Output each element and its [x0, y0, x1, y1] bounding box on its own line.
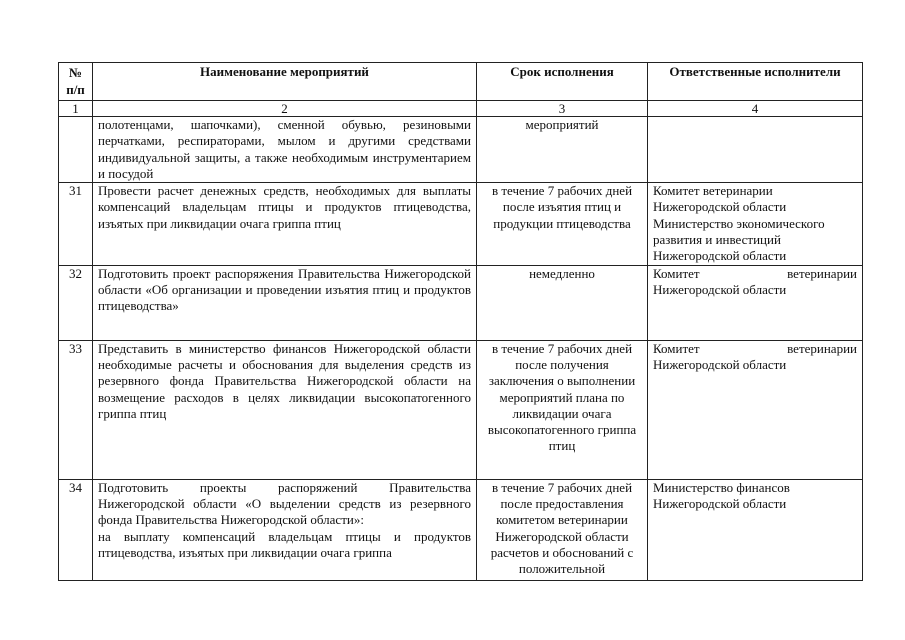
responsible-word: ветеринарии: [787, 265, 857, 281]
responsible-line: Нижегородской области: [653, 199, 787, 215]
row-name: Представить в министерство финансов Нижегородской области необходимые расчеты и обоснования для выделения средств из резервного фонда Правительства Нижегородской области на возмещение расходов в целях ликвидации высокопатогенного гриппа птиц: [93, 340, 477, 479]
column-index: 2: [93, 101, 477, 117]
responsible-word: ветеринарии: [787, 340, 857, 356]
table-row: [59, 340, 863, 479]
table-row: [59, 479, 863, 580]
responsible-line: Нижегородской области: [653, 495, 787, 511]
responsible-line: [653, 266, 857, 282]
row-deadline: мероприятий: [477, 117, 648, 183]
responsible-line: Нижегородской области: [653, 356, 787, 372]
row-responsible: [648, 183, 863, 265]
responsible-word: Комитет: [653, 340, 700, 356]
responsible-line: Нижегородской области: [653, 281, 787, 297]
row-number: [59, 117, 93, 183]
responsible-line: Министерство экономического развития и инвестиций: [653, 215, 825, 248]
row-responsible: [648, 479, 863, 580]
responsible-line: [653, 341, 857, 357]
header-number-line1: №: [68, 65, 83, 80]
header-deadline: Срок исполнения: [477, 63, 648, 101]
row-deadline: в течение 7 рабочих дней после получения заключения о выполнении мероприятий плана по ликвидации очага высокопатогенного гриппа птиц: [477, 340, 648, 479]
row-name-paragraph: на выплату компенсаций владельцам птицы и продуктов птицеводства, изъятых при ликвидации очага гриппа: [98, 528, 471, 560]
header-responsible: Ответственные исполнители: [648, 63, 863, 101]
header-number-line2: п/п: [66, 82, 85, 97]
row-deadline: в течение 7 рабочих дней после предоставления комитетом ветеринарии Нижегородской области расчетов и обоснований с положительной: [477, 479, 648, 580]
table-row: [59, 183, 863, 265]
column-index-row: [59, 101, 863, 117]
row-number: 32: [59, 265, 93, 340]
row-responsible: [648, 340, 863, 479]
row-name-paragraph: Подготовить проекты распоряжений Правительства Нижегородской области «О выделении средств из резервного фонда Правительства Нижегородской области»:: [98, 479, 471, 528]
responsible-line: Министерство финансов: [653, 479, 790, 495]
header-number: [59, 63, 93, 101]
responsible-line: Нижегородской области: [653, 248, 787, 264]
column-index: 1: [59, 101, 93, 117]
row-responsible: [648, 117, 863, 183]
header-name: Наименование мероприятий: [93, 63, 477, 101]
row-responsible: [648, 265, 863, 340]
row-name: полотенцами, шапочками), сменной обувью, резиновыми перчатками, респираторами, мылом и другими средствами индивидуальной защиты, а также необходимым инструментарием и посудой: [93, 117, 477, 183]
header-row: [59, 63, 863, 101]
table-row: [59, 117, 863, 183]
row-number: 34: [59, 479, 93, 580]
responsible-word: Комитет: [653, 265, 700, 281]
row-number: 31: [59, 183, 93, 265]
responsible-line: Комитет ветеринарии: [653, 183, 773, 199]
row-deadline: немедленно: [477, 265, 648, 340]
row-deadline: в течение 7 рабочих дней после изъятия птиц и продукции птицеводства: [477, 183, 648, 265]
row-name: [93, 479, 477, 580]
table-row: [59, 265, 863, 340]
column-index: 4: [648, 101, 863, 117]
row-number: 33: [59, 340, 93, 479]
column-index: 3: [477, 101, 648, 117]
measures-table: [58, 62, 863, 581]
row-name: Подготовить проект распоряжения Правительства Нижегородской области «Об организации и проведении изъятия птиц и продуктов птицеводства»: [93, 265, 477, 340]
row-name: Провести расчет денежных средств, необходимых для выплаты компенсаций владельцам птицы и продуктов птицеводства, изъятых при ликвидации очага гриппа птиц: [93, 183, 477, 265]
